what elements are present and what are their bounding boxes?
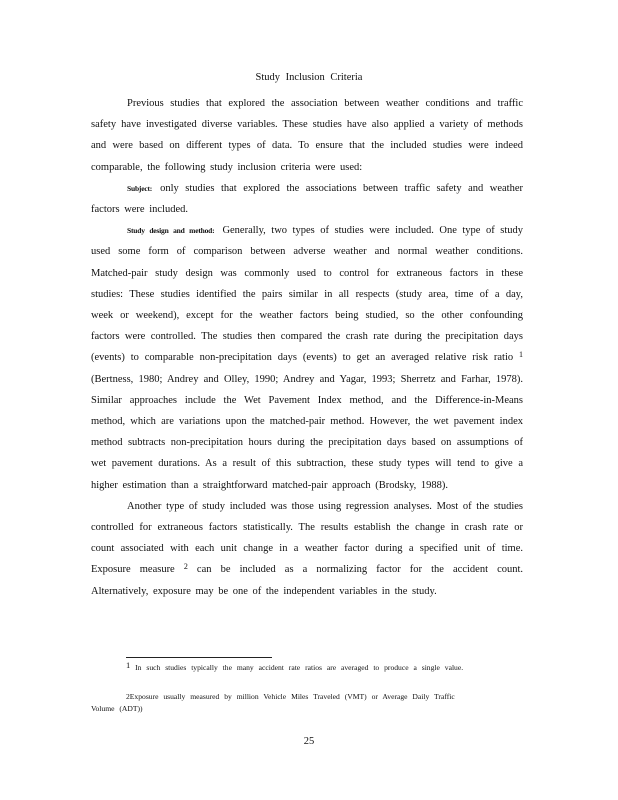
footnote-ref-2: 2 [183, 562, 188, 572]
subject-text: only studies that explored the associations between traffic safety and weather factors were included. [91, 182, 523, 216]
footnote-2-line-1: 2Exposure usually measured by million Vehicle Miles Traveled (VMT) or Average Daily Traffic [126, 692, 455, 701]
regression-text-a: Another type of study included was those using regression analyses. Most of the studies controlled for extraneous factors statistically. The results establish the change in crash rate or count associated with each unit change in a weather factor during a specified unit of time. Exposure measure [91, 500, 523, 576]
intro-paragraph: Previous studies that explored the association between weather conditions and traffic safety have investigated diverse variables. These studies have also applied a variety of methods and were based on different types of data. To ensure that the included studies were indeed comparable, the following study inclusion criteria were used: [91, 98, 523, 173]
footnote-1-mark: 1 [126, 660, 131, 670]
subject-label: Subject: [127, 183, 153, 193]
footnote-ref-1: 1 [519, 350, 524, 360]
body-text [91, 93, 523, 602]
page-number: 25 [303, 736, 315, 747]
design-text-a: Generally, two types of studies were included. One type of study used some form of comparison between adverse weather and normal weather conditions. Matched-pair study design was commonly used to control for extraneous factors in these studies: These studies identified the pairs similar in all respects (study area, time of a day, week or weekend), except for the weather factors being studied, so the other confounding factors were controlled. The studies then compared the crash rate during the precipitation days (events) to comparable non-precipitation days (events) to get an averaged relative risk ratio [91, 225, 523, 364]
design-text-b: (Bertness, 1980; Andrey and Olley, 1990; Andrey and Yagar, 1993; Sherretz and Farhar, 1978). Similar approaches include the Wet Pavement Index method, and the Difference-in-Means method, which are variations upon the matched-pair method. However, the wet pavement index method subtracts non-precipitation hours during the precipitation days based on assumptions of wet pavement durations. As a result of this subtraction, these study types will tend to give a higher estimation than a straightforward matched-pair approach (Brodsky, 1988). [91, 373, 523, 491]
design-paragraph [91, 220, 523, 496]
regression-paragraph [91, 496, 523, 602]
design-label: Study design and method: [127, 226, 215, 236]
section-title: Study Inclusion Criteria [255, 72, 363, 83]
regression-text-b: can be included as a normalizing factor for the accident count. Alternatively, exposure may be one of the independent variables in the study. [91, 564, 524, 597]
footnote-2-line-2: Volume (ADT)) [91, 704, 143, 713]
footnote-divider [126, 657, 272, 658]
footnote-1 [126, 662, 526, 674]
footnote-2 [91, 691, 525, 715]
footnote-1-text: In such studies typically the many accident rate ratios are averaged to produce a single value. [135, 663, 464, 672]
subject-paragraph [91, 178, 523, 220]
